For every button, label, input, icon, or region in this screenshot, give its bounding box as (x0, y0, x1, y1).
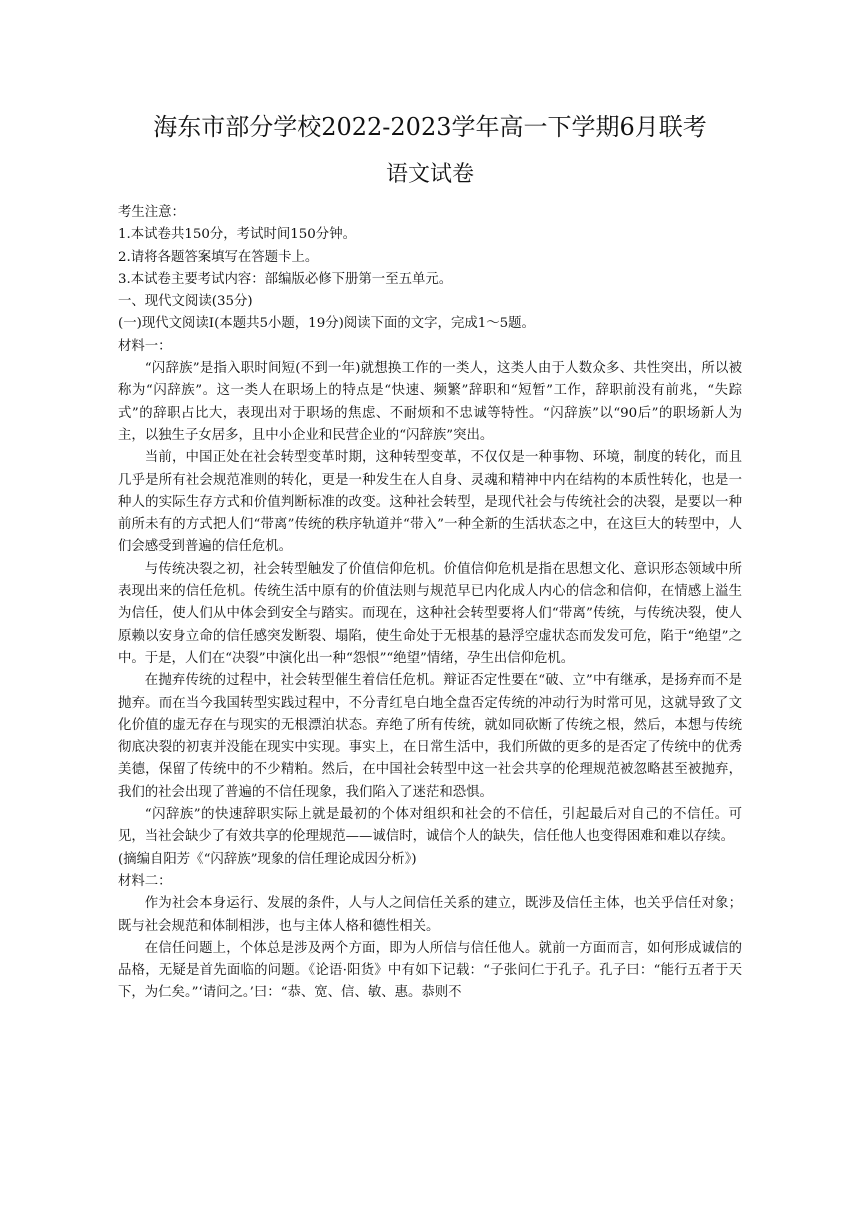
notice-item: 2.请将各题答案填写在答题卡上。 (118, 249, 319, 265)
material-1-paragraph: “闪辞族”的快速辞职实际上就是最初的个体对组织和社会的不信任，引起最后对自己的不信任。可见，当社会缺少了有效共享的伦理规范——诚信时，诚信个人的缺失，信任他人也变得困难和难以存续。 (118, 807, 742, 845)
material-2-paragraph: 在信任问题上，个体总是涉及两个方面，即为人所信与信任他人。就前一方面而言，如何形成诚信的品格，无疑是首先面临的问题。《论语·阳货》中有如下记载：“子张问仁于孔子。孔子曰：“能行五者于天下，为仁矣。”‘请问之。’曰：“恭、宽、信、敏、惠。恭则不 (118, 940, 742, 1001)
material-2-label: 材料二： (118, 873, 172, 889)
section-sub-heading: (一)现代文阅读I(本题共5小题，19分)阅读下面的文字，完成1～5题。 (118, 316, 535, 332)
exam-subtitle: 语文试卷 (385, 162, 474, 187)
material-1-source: (摘编自阳芳《“闪辞族”现象的信任理论成因分析》) (118, 851, 417, 867)
exam-title: 海东市部分学校2022-2023学年高一下学期6月联考 (153, 113, 707, 141)
material-1-paragraph: 与传统决裂之初，社会转型触发了价值信仰危机。价值信仰危机是指在思想文化、意识形态领域中所表现出来的信任危机。传统生活中原有的价值法则与规范早已内化成人内心的信念和信仰，在情感上溢生为信任，使人们从中体会到安全与踏实。而现在，这种社会转型要将人们“带离”传统，与传统决裂，使人原赖以安身立命的信任感突发断裂、塌陷，使生命处于无根基的悬浮空虚状态而发发可危，陷于“绝望”之中。于是，人们在“决裂”中演化出一种“怨恨”“绝望”情绪，孕生出信仰危机。 (118, 561, 742, 666)
section-heading: 一、现代文阅读(35分) (118, 294, 253, 310)
material-1-paragraph: 在抛弃传统的过程中，社会转型催生着信任危机。辩证否定性要在“破、立”中有继承，是扬弃而不是抛弃。而在当今我国转型实践过程中，不分青红皂白地全盘否定传统的冲动行为时常可见，这就导致了文化价值的虚无存在与现实的无根漂泊状态。弃绝了所有传统，就如同砍断了传统之根，然后，本想与传统彻底决裂的初衷并没能在现实中实现。事实上，在日常生活中，我们所做的更多的是否定了传统中的优秀美德，保留了传统中的不少精粕。然后，在中国社会转型中这一社会共享的伦理规范被忽略甚至被抛弃，我们的社会出现了普遍的不信任现象，我们陷入了迷茫和恐惧。 (118, 673, 742, 800)
exam-page (118, 108, 742, 1005)
notice-heading: 考生注意： (118, 205, 185, 220)
notice-item: 1.本试卷共150分，考试时间150分钟。 (118, 227, 356, 243)
material-2-paragraph: 作为社会本身运行、发展的条件，人与人之间信任关系的建立，既涉及信任主体，也关乎信任对象；既与社会规范和体制相涉，也与主体人格和德性相关。 (118, 896, 742, 934)
material-1-paragraph: 当前，中国正处在社会转型变革时期，这种转型变革，不仅仅是一种事物、环境，制度的转化，而且几乎是所有社会规范准则的转化，更是一种发生在人自身、灵魂和精神中内在结构的本质性转化，也是一种人的实际生存方式和价值判断标准的改变。这种社会转型，是现代社会与传统社会的决裂，是要以一种前所未有的方式把人们“带离”传统的秩序轨道并“带入”一种全新的生活状态之中，在这巨大的转型中，人们会感受到普遍的信任危机。 (118, 450, 742, 555)
material-1-paragraph: “闪辞族”是指入职时间短(不到一年)就想换工作的一类人，这类人由于人数众多、共性突出，所以被称为“闪辞族”。这一类人在职场上的特点是“快速、频繁”辞职和“短暂”工作，辞职前没有前兆，“失踪式”的辞职占比大，表现出对于职场的焦虑、不耐烦和不忠诚等特性。“闪辞族”以“90后”的职场新人为主，以独生子女居多，且中小企业和民营企业的“闪辞族”突出。 (118, 361, 742, 443)
notice-item: 3.本试卷主要考试内容：部编版必修下册第一至五单元。 (118, 271, 453, 287)
material-1-label: 材料一： (118, 338, 172, 354)
